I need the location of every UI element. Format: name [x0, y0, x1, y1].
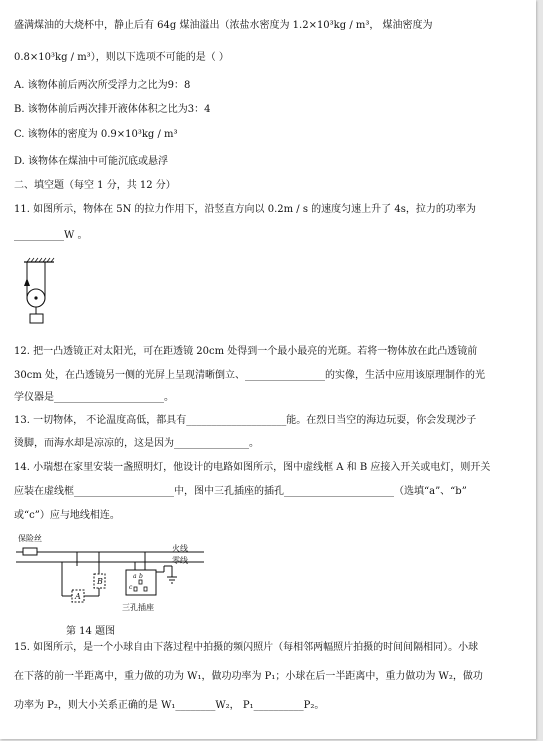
circuit-diagram: [14, 532, 214, 622]
q10-option-b: B. 该物体前后两次排开液体体积之比为3：4: [14, 104, 211, 115]
q12-line-2: 30cm 处，在凸透镜另一侧的光屏上呈现清晰倒立、________________的实像，生活中应用该原理制作的光: [14, 370, 485, 381]
q14-line-2: 应装在虚线框____________________中，图中三孔插座的插孔______________________（选填“a”、“b”: [14, 486, 467, 497]
svg-text:b: b: [139, 573, 143, 580]
socket-label: 三孔插座: [122, 603, 154, 612]
q10-option-a: A. 该物体前后两次所受浮力之比为9：8: [14, 80, 191, 91]
neutral-wire-label: 零线: [172, 556, 188, 565]
q13-line-1: 13. 一切物体， 不论温度高低，都具有____________________能。在烈日当空的海边玩耍，你会发现沙子: [14, 415, 477, 426]
q14-line-3: 或“c”）应与地线相连。: [14, 510, 120, 521]
pulley-figure: [14, 256, 64, 328]
svg-text:c: c: [129, 584, 133, 591]
q10-line-2: 0.8×10³kg / m³），则以下选项不可能的是（ ）: [14, 52, 229, 63]
q13-line-2: 烫脚，而海水却是凉凉的，这是因为_______________。: [14, 438, 259, 449]
q15-line-1: 15. 如图所示，是一个小球自由下落过程中拍摄的频闪照片（每相邻两幅照片拍摄的时间间隔相同）。小球: [14, 642, 479, 653]
q10-line-1: 盛满煤油的大烧杯中，静止后有 64g 煤油溢出（浓盐水密度为 1.2×10³kg / m³， 煤油密度为: [14, 20, 433, 31]
svg-text:B: B: [97, 577, 103, 586]
q10-option-c: C. 该物体的密度为 0.9×10³kg / m³: [14, 129, 178, 140]
figure-caption: 第 14 题图: [66, 626, 116, 637]
q15-line-3: 功率为 P₂，则大小关系正确的是 W₁________W₂， P₁__________P₂。: [14, 700, 325, 711]
live-wire-label: 火线: [172, 544, 188, 553]
q12-line-3: 学仪器是______________________。: [14, 392, 174, 403]
q15-line-2: 在下落的前一半距离中，重力做的功为 W₁，做功功率为 P₁；小球在后一半距离中，重力做功为 W₂，做功: [14, 671, 483, 682]
q14-line-1: 14. 小瑞想在家里安装一盏照明灯，他设计的电路如图所示，图中虚线框 A 和 B 应接入开关或电灯，则开关: [14, 462, 491, 473]
q11-line-1: 11. 如图所示，物体在 5N 的拉力作用下，沿竖直方向以 0.2m / s 的速度匀速上升了 4s，拉力的功率为: [14, 204, 476, 215]
fuse-icon: [23, 548, 37, 555]
fuse-label: 保险丝: [18, 534, 42, 543]
q10-option-d: D. 该物体在煤油中可能沉底或悬浮: [14, 156, 169, 167]
q11-line-2: __________W 。: [14, 230, 88, 241]
section-heading: 二、填空题（每空 1 分，共 12 分）: [14, 180, 176, 191]
q12-line-1: 12. 把一凸透镜正对太阳光，可在距透镜 20cm 处得到一个最小最亮的光斑。若将一物体放在此凸透镜前: [14, 346, 478, 357]
svg-text:A: A: [75, 592, 81, 601]
svg-text:a: a: [133, 573, 137, 580]
